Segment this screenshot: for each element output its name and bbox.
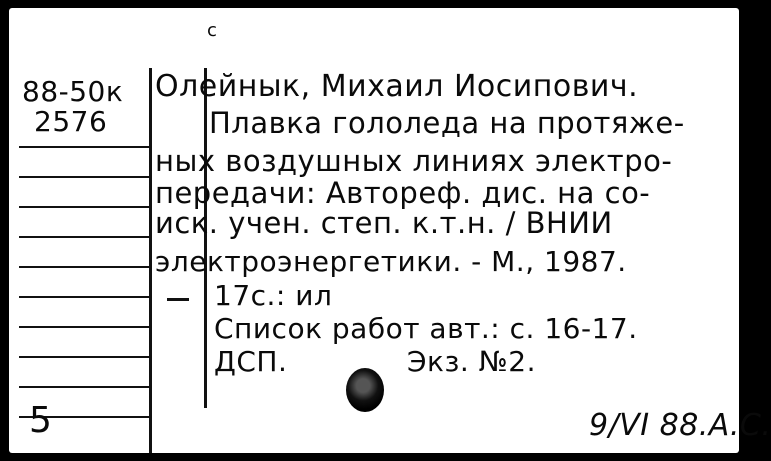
entry-line-5: иск. учен. степ. к.т.н. / ВНИИ [155,206,613,240]
superscript-mark: с [207,20,218,41]
rule-line-1 [19,146,149,148]
ink-blot [346,368,384,412]
author-line: Олейнык, Михаил Иосипович. [155,69,639,104]
entry-line-3: ных воздушных линиях электро- [155,144,673,178]
rule-line-8 [19,356,149,358]
rule-line-6 [19,296,149,298]
rule-line-2 [19,176,149,178]
handwritten-code: 9/VI 88.А.С. [589,408,771,443]
entry-line-9: ДСП. [214,345,288,378]
inventory-number: 2576 [34,105,108,138]
entry-line-4: передачи: Автореф. дис. на со- [155,176,651,210]
call-number: 88-50к [22,75,124,108]
entry-line-2: Плавка гололеда на протяже- [209,106,685,140]
rule-line-7 [19,326,149,328]
left-margin-rule [149,68,152,453]
entry-line-7: 17с.: ил [214,279,333,312]
rule-line-3 [19,206,149,208]
rule-line-4 [19,236,149,238]
entry-line-6: электроэнергетики. - М., 1987. [155,245,627,278]
entry-line-8: Список работ авт.: с. 16-17. [214,312,638,345]
rule-line-5 [19,266,149,268]
rule-line-9 [19,386,149,388]
dash-mark [167,298,189,301]
catalog-card [9,8,771,453]
copy-number: Экз. №2. [407,345,536,378]
index-mark: 5 [29,400,53,441]
